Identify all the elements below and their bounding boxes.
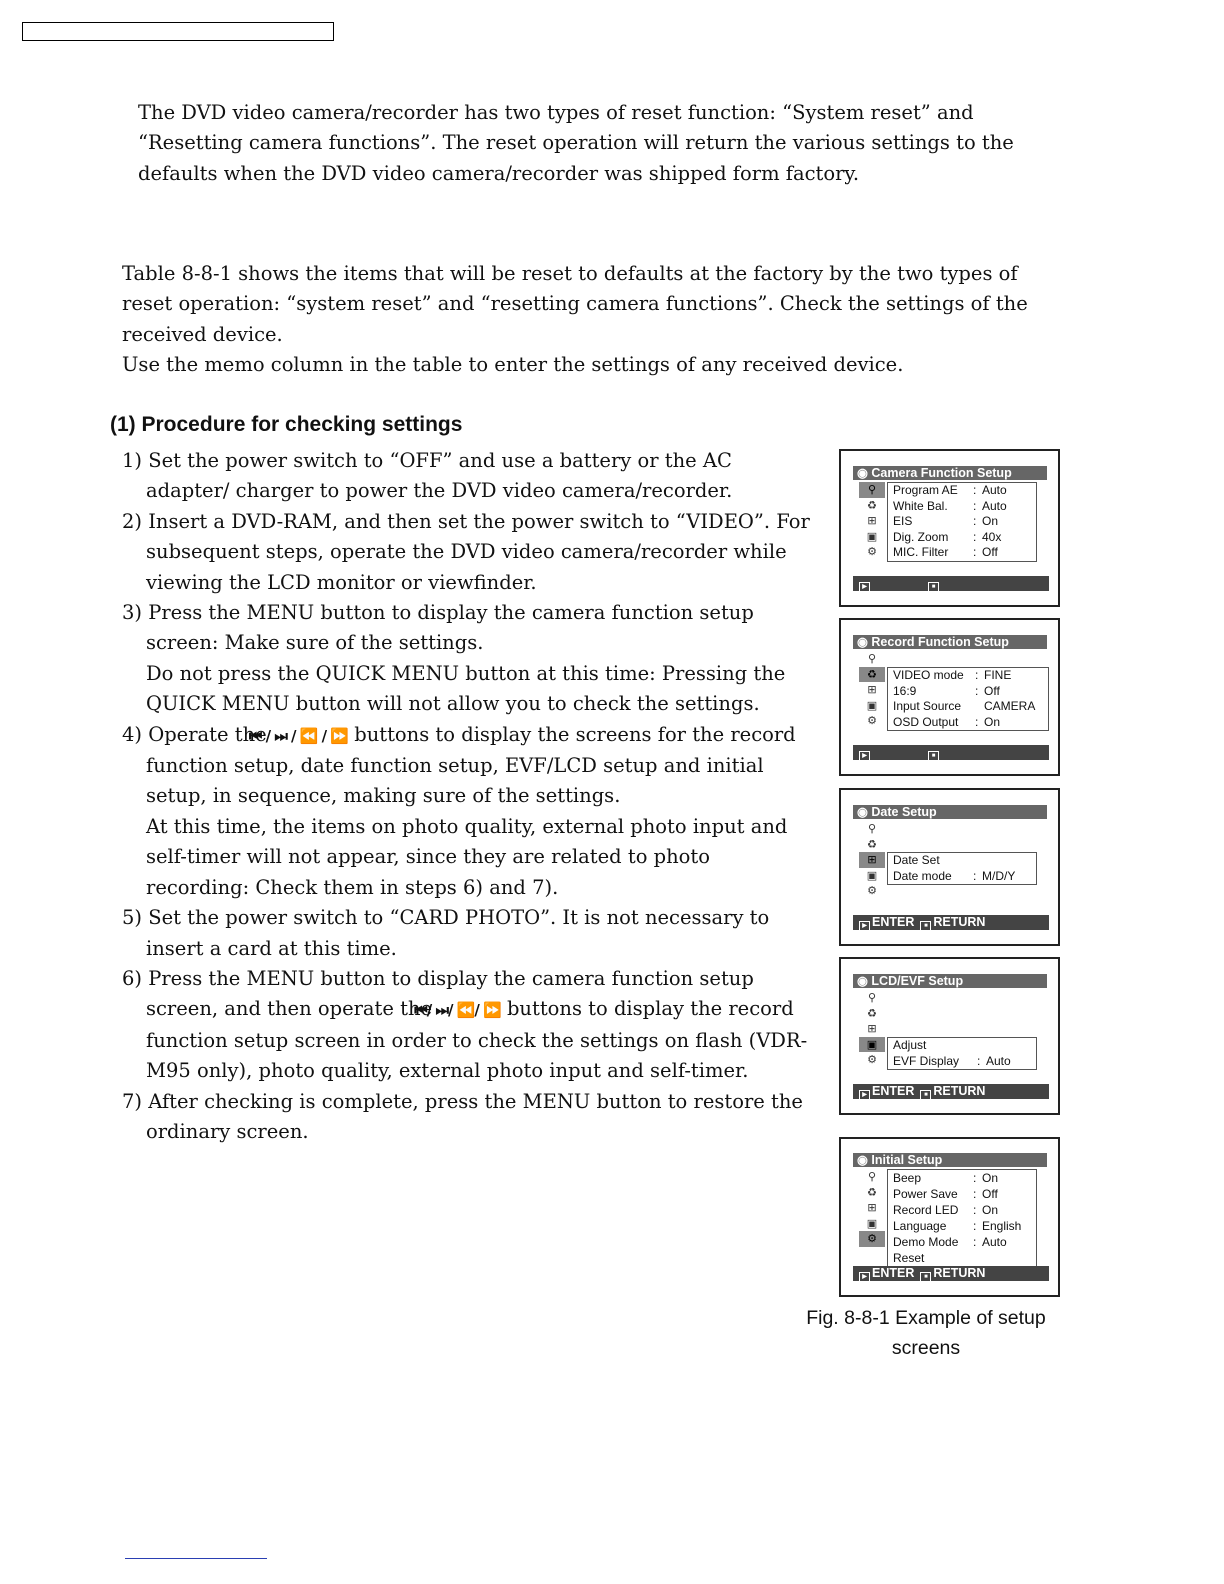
intro-text: The DVD video camera/recorder has two types of reset function: “System reset” and “Resetting camera functions”. The reset operation will return the various settings to the defaults when the DVD video camera/recorder was shipped form factory.: [138, 101, 1014, 185]
panel-title-text: LCD/EVF Setup: [871, 974, 964, 988]
camera-mode-icon: ⚲: [867, 991, 877, 1004]
return-label: RETURN: [933, 1266, 986, 1280]
panel-title: [853, 805, 1047, 819]
setting-value: CAMERA: [984, 699, 1036, 713]
panel-title: [853, 974, 1047, 988]
setting-value: Off: [984, 683, 1000, 698]
step-6-post: buttons to display the record function setup screen in order to check the settings on flash (VDR-M95 only), photo quality, external photo input and self-timer.: [146, 997, 808, 1083]
step-7: 7) After checking is complete, press the MENU button to restore the ordinary screen.: [122, 1089, 803, 1143]
setting-sep: [973, 853, 982, 869]
stop-button-icon: ■: [920, 921, 931, 932]
record-mode-icon: ♻: [867, 837, 877, 851]
camera-icon: ◉: [857, 974, 868, 988]
date-mode-icon: ⊞: [867, 514, 877, 527]
settings-list: [887, 482, 1037, 562]
menu-icon-column: [859, 1169, 885, 1247]
setting-row: [893, 545, 1036, 561]
panel-footer: [853, 576, 1049, 591]
setting-row: [893, 514, 1036, 530]
enter-label: ENTER: [872, 915, 915, 929]
setting-row: [893, 1186, 1036, 1202]
stop-button-icon: ■: [920, 1272, 931, 1283]
setting-value: On: [982, 1203, 999, 1217]
setting-value: 40x: [982, 529, 1002, 544]
setting-sep: :: [973, 514, 977, 528]
setting-value: Off: [982, 545, 998, 559]
date-mode-icon: ⊞: [867, 683, 877, 696]
menu-icon-column: [859, 821, 885, 899]
setting-row: [893, 1038, 1036, 1054]
step-1: 1) Set the power switch to “OFF” and use a battery or the AC adapter/ charger to power the DVD video camera/recorder.: [122, 449, 733, 503]
record-function-setup-screen: [839, 618, 1060, 776]
setting-key: 16:9: [893, 683, 917, 698]
enter-label: ENTER: [872, 1084, 915, 1098]
setting-sep: :: [977, 1053, 981, 1068]
display-mode-icon: ▣: [866, 868, 878, 882]
setting-key: EVF Display: [893, 1053, 960, 1068]
table-info-paragraph: [122, 259, 1042, 381]
setting-sep: :: [973, 868, 977, 883]
setting-row: [893, 1202, 1036, 1218]
setting-key: Date Set: [893, 853, 940, 867]
setting-key: EIS: [893, 514, 913, 528]
step-4: [122, 720, 812, 812]
setting-sep: :: [973, 1203, 977, 1217]
memo-note: Use the memo column in the table to enter the settings of any received device.: [122, 353, 904, 377]
step-3: 3) Press the MENU button to display the camera function setup screen: Make sure of the settings.: [122, 601, 754, 655]
setting-row: [893, 853, 1036, 869]
settings-list: [887, 852, 1037, 885]
stop-button-icon: ■: [928, 582, 939, 593]
figure-caption: Fig. 8-8-1 Example of setup screens: [806, 1307, 1046, 1359]
date-mode-icon: ⊞: [859, 852, 885, 868]
setting-value: On: [982, 1171, 999, 1185]
camera-mode-icon: ⚲: [867, 652, 877, 665]
step-3-note: Do not press the QUICK MENU button at this time: Pressing the QUICK MENU button will not allow you to check the settings.: [146, 661, 786, 716]
step-5: 5) Set the power switch to “CARD PHOTO”. It is not necessary to insert a card at this time.: [122, 906, 770, 960]
camera-mode-icon: ⚲: [867, 1170, 877, 1183]
setting-row: [893, 869, 1036, 885]
setting-key: OSD Output: [893, 714, 959, 729]
panel-footer: [853, 915, 1049, 930]
setup-mode-icon: ⚙: [859, 1231, 885, 1247]
display-mode-icon: ▣: [866, 529, 878, 543]
setting-row: [893, 1250, 1036, 1266]
panel-footer: [853, 1084, 1049, 1099]
date-mode-icon: ⊞: [867, 1201, 877, 1214]
return-label: RETURN: [933, 915, 986, 929]
setting-sep: :: [973, 483, 977, 497]
setting-key: VIDEO mode: [893, 668, 964, 682]
menu-icon-column: [859, 482, 885, 560]
table-info-text: Table 8-8-1 shows the items that will be reset to defaults at the factory by the two types of reset operation: “system reset” and “resetting camera functions”. Check the settings of the received device.: [122, 262, 1028, 346]
setting-sep: [977, 1038, 986, 1054]
setting-row: [893, 1234, 1036, 1250]
setting-row: [893, 499, 1036, 515]
setting-row: [893, 1170, 1036, 1186]
setting-sep: :: [973, 529, 977, 544]
settings-list: [887, 667, 1049, 731]
setting-row: [893, 530, 1036, 546]
panel-footer: [853, 745, 1049, 760]
setting-sep: :: [973, 1187, 977, 1201]
menu-icon-column: [859, 651, 885, 729]
intro-paragraph: [138, 98, 1058, 189]
camera-mode-icon: ⚲: [867, 822, 877, 835]
procedure-steps: [122, 446, 812, 1147]
camera-icon: ◉: [857, 466, 868, 480]
setting-sep: [973, 1250, 982, 1266]
setup-mode-icon: ⚙: [867, 1053, 877, 1066]
enter-label: ENTER: [872, 1266, 915, 1280]
settings-list: [887, 1037, 1037, 1070]
menu-icon-column: [859, 990, 885, 1068]
step-4-post: buttons to display the screens for the record function setup, date function setup, EVF/LCD setup and initial setup, in sequence, making sure of the settings.: [146, 722, 796, 808]
setup-mode-icon: ⚙: [867, 884, 877, 897]
setting-key: Power Save: [893, 1187, 958, 1201]
camera-mode-icon: ⚲: [859, 482, 885, 498]
setting-sep: :: [975, 714, 979, 729]
camera-function-setup-screen: [839, 449, 1060, 607]
record-mode-icon: ♻: [859, 667, 885, 683]
setting-value: Auto: [986, 1053, 1011, 1068]
stop-button-icon: ■: [928, 751, 939, 762]
setup-mode-icon: ⚙: [867, 714, 877, 727]
display-mode-icon: ▣: [866, 698, 878, 712]
setting-sep: :: [973, 1235, 977, 1249]
step-6: [122, 964, 812, 1087]
setting-key: Input Source: [893, 699, 962, 713]
panel-title-text: Record Function Setup: [871, 635, 1009, 649]
panel-title-text: Camera Function Setup: [871, 466, 1012, 480]
date-setup-screen: [839, 788, 1060, 946]
setting-value: On: [982, 514, 999, 528]
setting-key: Date mode: [893, 868, 952, 883]
display-mode-icon: ▣: [859, 1037, 885, 1053]
nav-buttons-icon: ⏮/ ⏭/ ⏪/ ⏩: [414, 1001, 501, 1020]
initial-setup-screen: [839, 1137, 1060, 1297]
return-label: RETURN: [933, 1084, 986, 1098]
setting-key: White Bal.: [893, 498, 948, 513]
setting-key: Adjust: [893, 1038, 927, 1052]
setting-row: [893, 668, 1048, 684]
play-button-icon: ▶: [859, 751, 870, 762]
panel-title: [853, 1153, 1047, 1167]
setting-row: [893, 699, 1048, 715]
setting-key: Program AE: [893, 483, 958, 497]
play-button-icon: ▶: [859, 921, 870, 932]
setting-value: M/D/Y: [982, 868, 1016, 883]
footer-rule: [125, 1558, 267, 1559]
setting-row: [893, 1054, 1036, 1070]
setting-value: Auto: [982, 1235, 1007, 1249]
setting-value: FINE: [984, 668, 1012, 682]
settings-list: [887, 1169, 1037, 1267]
setting-value: Auto: [982, 483, 1007, 497]
setting-key: MIC. Filter: [893, 545, 949, 559]
nav-buttons-icon: ⏮ / ⏭ / ⏪ / ⏩: [248, 726, 349, 745]
camera-icon: ◉: [857, 805, 868, 819]
date-mode-icon: ⊞: [867, 1022, 877, 1035]
panel-footer: [853, 1266, 1049, 1281]
camera-icon: ◉: [857, 1153, 868, 1167]
display-mode-icon: ▣: [866, 1216, 878, 1230]
header-box: [22, 22, 334, 41]
setting-sep: :: [973, 1171, 977, 1185]
setting-value: Auto: [982, 498, 1007, 513]
setting-sep: :: [973, 498, 977, 513]
setting-row: [893, 715, 1048, 731]
panel-title: [853, 466, 1047, 480]
setting-value: Off: [982, 1187, 998, 1201]
setting-sep: [975, 699, 984, 715]
record-mode-icon: ♻: [867, 1185, 877, 1199]
setting-key: Reset: [893, 1251, 925, 1265]
lcd-evf-setup-screen: [839, 957, 1060, 1115]
panel-title-text: Initial Setup: [871, 1153, 943, 1167]
setting-key: Demo Mode: [893, 1235, 959, 1249]
record-mode-icon: ♻: [867, 498, 877, 512]
camera-icon: ◉: [857, 635, 868, 649]
section-title: (1) Procedure for checking settings: [110, 413, 463, 436]
setting-sep: :: [973, 545, 977, 559]
setting-key: Language: [893, 1219, 947, 1233]
setting-sep: :: [975, 683, 979, 698]
play-button-icon: ▶: [859, 582, 870, 593]
setting-value: On: [984, 714, 1001, 729]
setting-sep: :: [975, 668, 979, 682]
setting-row: [893, 483, 1036, 499]
setting-key: Dig. Zoom: [893, 529, 949, 544]
step-6-pre: 6) Press the MENU button to display the camera function setup screen, and then operate the: [122, 966, 754, 1021]
play-button-icon: ▶: [859, 1272, 870, 1283]
step-4-pre: 4) Operate the: [122, 722, 267, 746]
setting-key: Record LED: [893, 1203, 959, 1217]
setting-sep: :: [973, 1219, 977, 1233]
setting-row: [893, 1218, 1036, 1234]
step-4-note: At this time, the items on photo quality, external photo input and self-timer will not appear, since they are related to photo recording: Check them in steps 6) and 7).: [146, 814, 788, 899]
record-mode-icon: ♻: [867, 1006, 877, 1020]
stop-button-icon: ■: [920, 1090, 931, 1101]
setting-row: [893, 684, 1048, 700]
step-2: 2) Insert a DVD-RAM, and then set the power switch to “VIDEO”. For subsequent steps, operate the DVD video camera/recorder while viewing the LCD monitor or viewfinder.: [122, 509, 810, 594]
panel-title: [853, 635, 1047, 649]
play-button-icon: ▶: [859, 1090, 870, 1101]
panel-title-text: Date Setup: [871, 805, 937, 819]
setup-mode-icon: ⚙: [867, 545, 877, 558]
setting-value: English: [982, 1219, 1022, 1233]
setting-key: Beep: [893, 1171, 922, 1185]
